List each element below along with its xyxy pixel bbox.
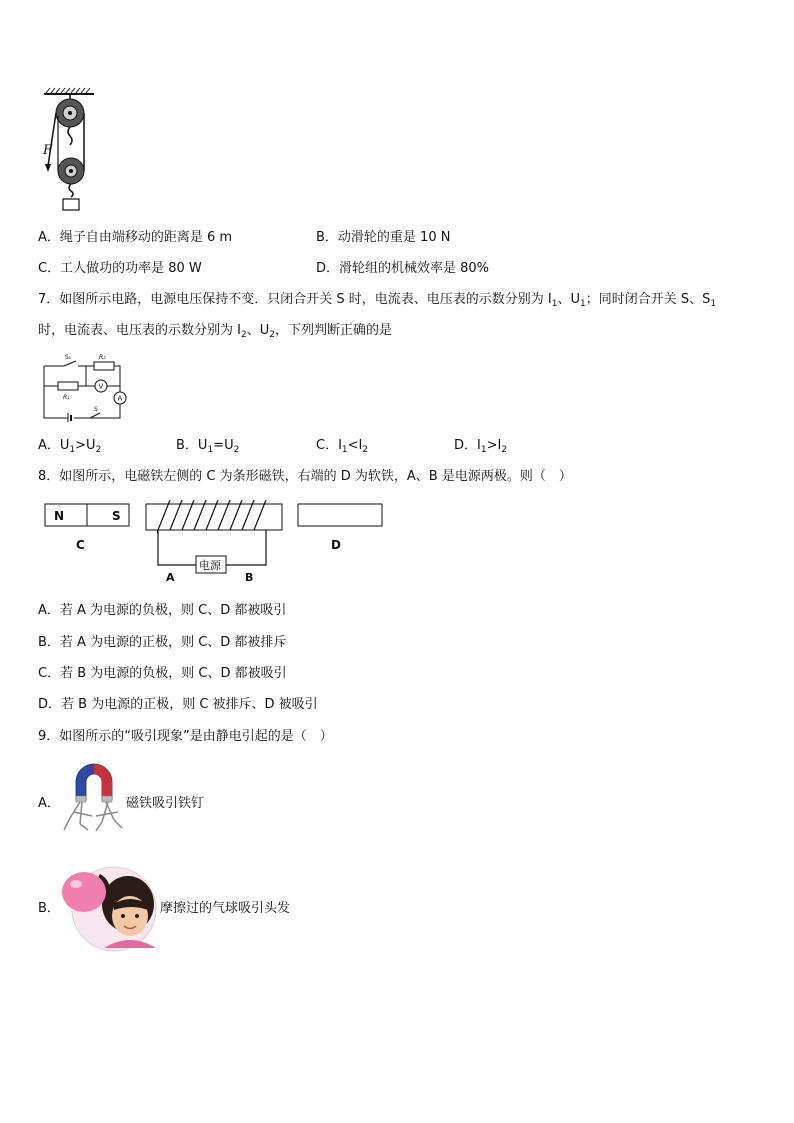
q8-option-d[interactable]: D．若 B 为电源的正极，则 C 被排斥、D 被吸引 (38, 697, 318, 712)
q7-stem-line2: 时，电流表、电压表的示数分别为 $I_2$、$U_2$，下列判断正确的是 (38, 323, 392, 340)
magnet-nails-image (62, 760, 126, 832)
q6-option-d[interactable]: D．滑轮组的机械效率是 80% (316, 261, 490, 276)
q9-option-b-text[interactable]: 摩擦过的气球吸引头发 (160, 901, 291, 916)
label-b: B (245, 571, 254, 584)
q9-option-a-letter[interactable]: A． (38, 796, 60, 811)
q9-stem: 9．如图所示的“吸引现象”是由静电引起的是（ ） (38, 729, 333, 744)
q8-option-c[interactable]: C．若 B 为电源的负极，则 C、D 都被吸引 (38, 666, 287, 681)
circuit-label-ammeter: A (117, 394, 123, 403)
q8-option-a[interactable]: A．若 A 为电源的负极，则 C、D 都被吸引 (38, 603, 287, 618)
q6-option-c[interactable]: C．工人做功的功率是 80 W (38, 261, 202, 276)
q6-option-a[interactable]: A．绳子自由端移动的距离是 6 m (38, 230, 233, 245)
q6-option-b[interactable]: B．动滑轮的重是 10 N (316, 230, 451, 245)
circuit-label-s1: S₁ (65, 354, 72, 361)
circuit-label-r1: R₁ (63, 394, 70, 401)
q7-option-c[interactable]: C．$I_1<I_2$ (316, 438, 369, 455)
q9-option-a-text[interactable]: 磁铁吸引铁钉 (126, 796, 205, 811)
q7-option-a[interactable]: A．$U_1>U_2$ (38, 438, 102, 455)
circuit-diagram (38, 352, 134, 422)
q8-option-b[interactable]: B．若 A 为电源的正极，则 C、D 都被排斥 (38, 635, 287, 650)
electromagnet-figure (40, 500, 390, 584)
balloon-hair-image (58, 864, 160, 954)
circuit-label-r2: R₂ (99, 354, 106, 361)
circuit-label-voltmeter: V (98, 382, 104, 391)
label-a: A (166, 571, 175, 584)
force-label: F (43, 143, 53, 158)
label-c: C (76, 538, 85, 552)
q7-stem-line1: 7．如图所示电路，电源电压保持不变．只闭合开关 S 时，电流表、电压表的示数分别为 $I_1$、$U_1$；同时闭合开关 S、$S_1$ (38, 292, 717, 309)
power-source-label: 电源 (199, 559, 221, 572)
q7-option-d[interactable]: D．$I_1>I_2$ (454, 438, 508, 455)
q7-option-b[interactable]: B．$U_1=U_2$ (176, 438, 240, 455)
q9-option-b-letter[interactable]: B． (38, 901, 60, 916)
q8-stem: 8．如图所示，电磁铁左侧的 C 为条形磁铁，右端的 D 为软铁，A、B 是电源两极。则（ ） (38, 469, 572, 484)
magnet-pole-n: N (54, 509, 65, 523)
magnet-pole-s: S (112, 509, 121, 523)
label-d: D (331, 538, 341, 552)
circuit-label-s: S (94, 406, 98, 413)
